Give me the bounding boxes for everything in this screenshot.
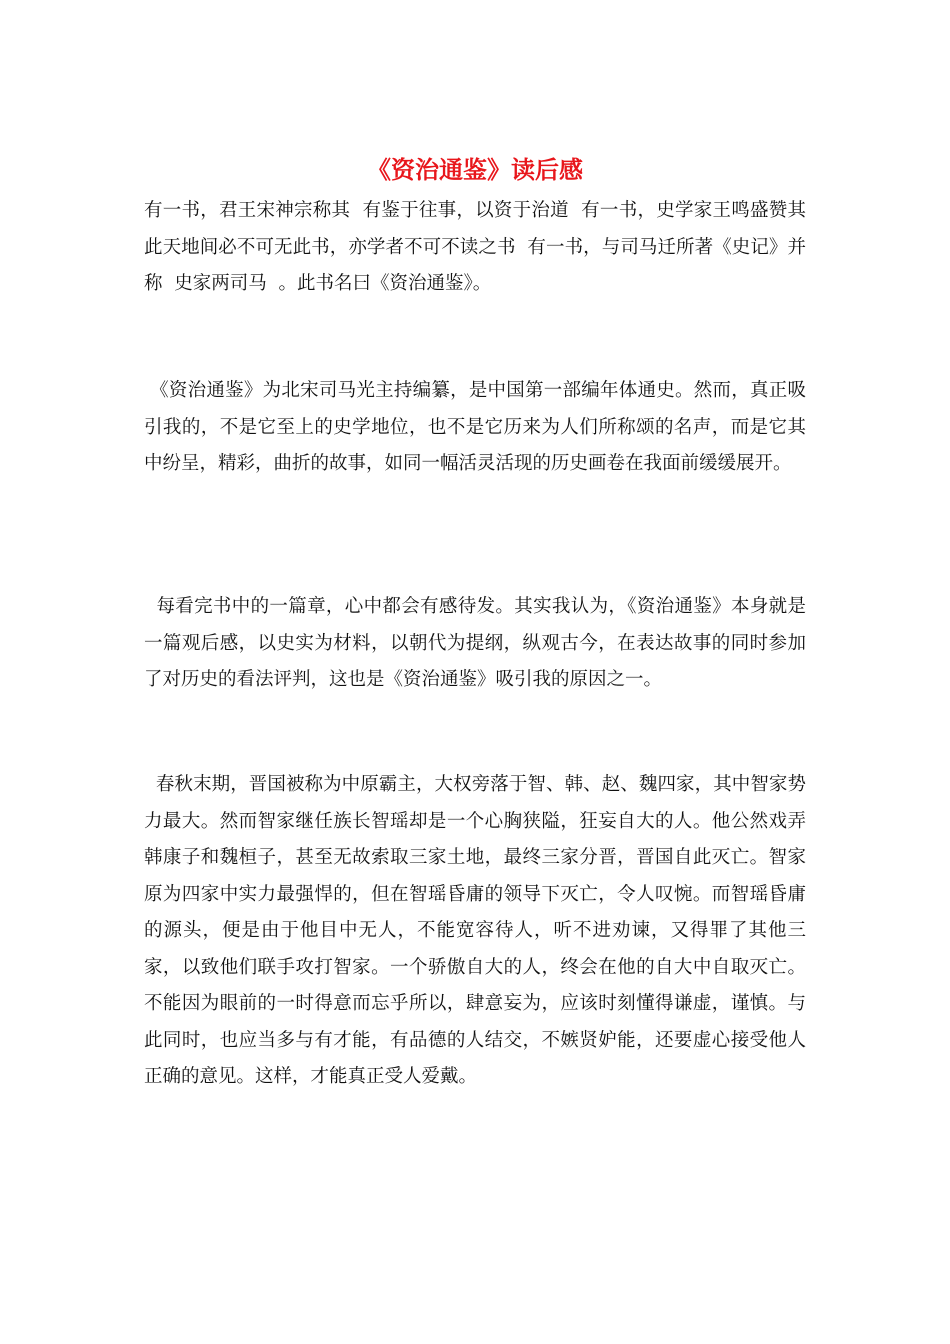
paragraph-1: 有一书，君王宋神宗称其 有鉴于往事，以资于治道 有一书，史学家王鸣盛赞其 此天地间必不可无此书，亦学者不可不读之书 有一书，与司马迁所著《史记》并称 史家两司马 。此书名曰《资治通鉴》。 [144,200,818,294]
paragraph-4: 春秋末期，晋国被称为中原霸主，大权旁落于智、韩、赵、魏四家，其中智家势力最大。然而智家继任族长智瑶却是一个心胸狭隘，狂妄自大的人。他公然戏弄韩康子和魏桓子，甚至无故索取三家土地，最终三家分晋，晋国自此灭亡。智家原为四家中实力最强悍的，但在智瑶昏庸的领导下灭亡，令人叹惋。而智瑶昏庸的源头，便是由于他目中无人，不能宽容待人，听不进劝谏，又得罪了其他三家，以致他们联手攻打智家。一个骄傲自大的人，终会在他的自大中自取灭亡。不能因为眼前的一时得意而忘乎所以，肆意妄为，应该时刻懂得谦虚，谨慎。与此同时，也应当多与有才能，有品德的人结交，不嫉贤妒能，还要虚心接受他人正确的意见。这样，才能真正受人爱戴。 [144,774,806,1087]
document-title: 《资治通鉴》读后感 [367,155,583,184]
paragraph-2: 《资治通鉴》为北宋司马光主持编纂，是中国第一部编年体通史。然而，真正吸引我的，不是它至上的史学地位，也不是它历来为人们所称颂的名声，而是它其中纷呈，精彩，曲折的故事，如同一幅活灵活现的历史画卷在我面前缓缓展开。 [144,380,806,474]
paragraph-3: 每看完书中的一篇章，心中都会有感待发。其实我认为，《资治通鉴》本身就是一篇观后感，以史实为材料，以朝代为提纲，纵观古今，在表达故事的同时参加了对历史的看法评判，这也是《资治通鉴》吸引我的原因之一。 [144,596,806,690]
